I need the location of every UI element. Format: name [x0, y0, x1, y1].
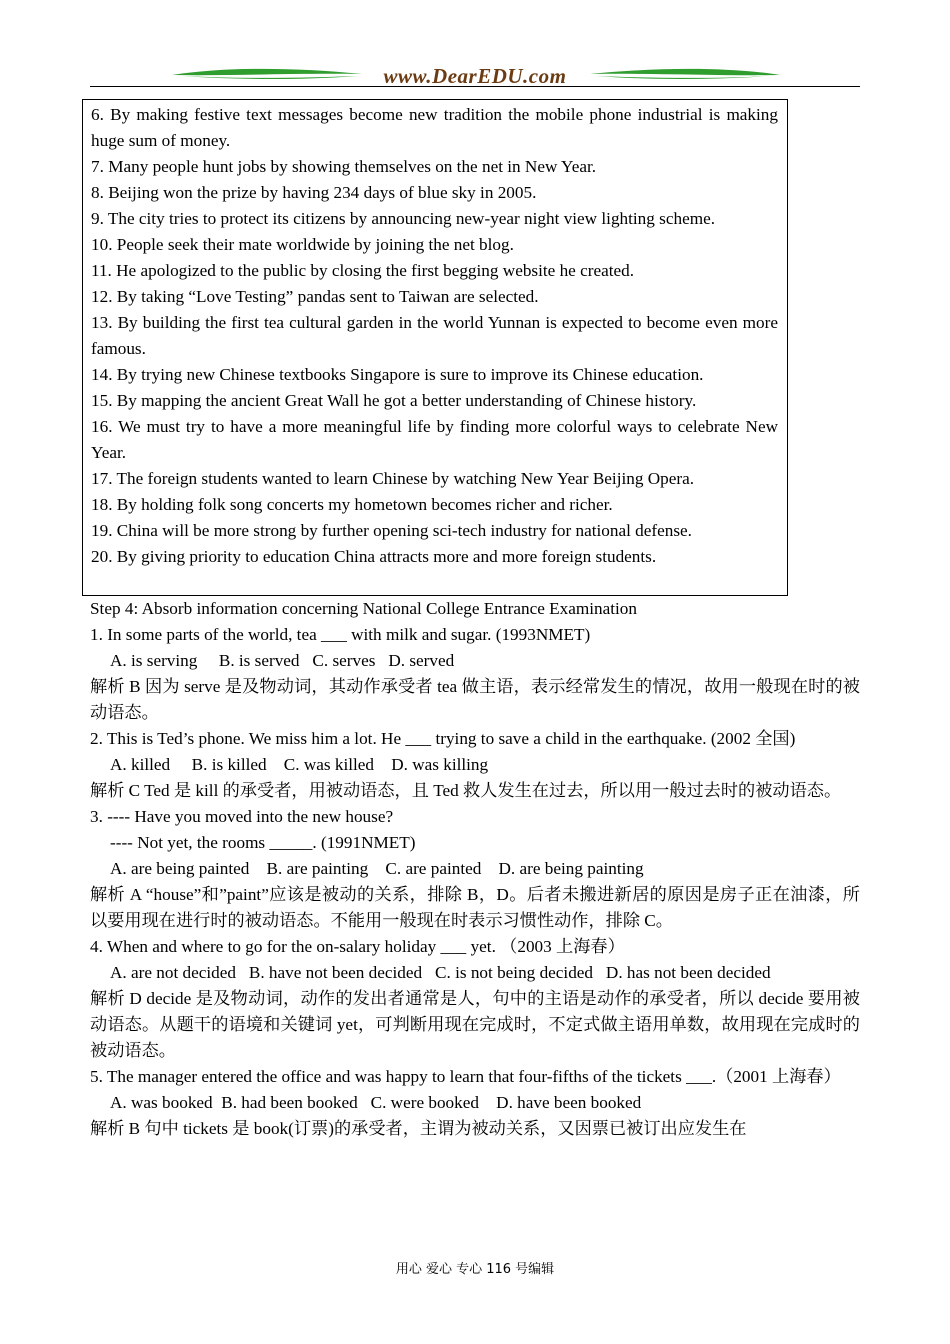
question-3-options: A. are being painted B. are painting C. are painted D. are being painting: [110, 859, 644, 878]
question-4-options: A. are not decided B. have not been decided C. is not being decided D. has not been decided: [110, 963, 771, 982]
box-item: 8. Beijing won the prize by having 234 days of blue sky in 2005.: [91, 183, 537, 202]
box-item: 12. By taking “Love Testing” pandas sent to Taiwan are selected.: [91, 287, 539, 306]
page-footer: 用心 爱心 专心 116 号编辑: [395, 1262, 555, 1277]
box-item: 14. By trying new Chinese textbooks Singapore is sure to improve its Chinese education.: [91, 365, 704, 384]
box-item: 13. By building the first tea cultural garden in the world Yunnan is expected to become even more famous.: [91, 313, 778, 358]
question-4-analysis: 解析 D decide 是及物动词，动作的发出者通常是人，句中的主语是动作的承受者，所以 decide 要用被动语态。从题干的语境和关键词 yet，可判断用现在完成时，不定式做主语用单数，故用现在完成时的被动语态。: [90, 989, 860, 1060]
question-2-analysis: 解析 C Ted 是 kill 的承受者，用被动语态，且 Ted 救人发生在过去，所以用一般过去时的被动语态。: [90, 781, 842, 800]
box-item: 18. By holding folk song concerts my hometown becomes richer and richer.: [91, 495, 613, 514]
box-item: 16. We must try to have a more meaningful life by finding more colorful ways to celebrate New Year.: [91, 417, 778, 462]
question-1-analysis: 解析 B 因为 serve 是及物动词，其动作承受者 tea 做主语，表示经常发生的情况，故用一般现在时的被动语态。: [90, 677, 860, 722]
box-item: 9. The city tries to protect its citizens by announcing new-year night view lighting scheme.: [91, 209, 716, 228]
step4-heading: Step 4: Absorb information concerning National College Entrance Examination: [90, 599, 637, 618]
box-item: 6. By making festive text messages become new tradition the mobile phone industrial is making huge sum of money.: [91, 105, 778, 150]
box-item: 10. People seek their mate worldwide by joining the net blog.: [91, 235, 514, 254]
question-1: 1. In some parts of the world, tea ___ with milk and sugar. (1993NMET): [90, 625, 591, 644]
box-item: 15. By mapping the ancient Great Wall he got a better understanding of Chinese history.: [91, 391, 697, 410]
question-1-options: A. is serving B. is served C. serves D. served: [110, 651, 455, 670]
question-3-analysis: 解析 A “house”和”paint”应该是被动的关系，排除 B，D。后者未搬进新居的原因是房子正在油漆，所以要用现在进行时的被动语态。不能用一般现在时表示习惯性动作，排除 C。: [90, 885, 860, 930]
exercise-box: [82, 99, 788, 596]
question-2: 2. This is Ted’s phone. We miss him a lot. He ___ trying to save a child in the earthquake. (2002 全国): [90, 729, 796, 748]
question-5-options: A. was booked B. had been booked C. were booked D. have been booked: [110, 1093, 642, 1112]
question-4: 4. When and where to go for the on-salary holiday ___ yet. （2003 上海春）: [90, 937, 625, 956]
header-rule: [90, 86, 860, 87]
box-item: 19. China will be more strong by further opening sci-tech industry for national defense.: [91, 521, 692, 540]
question-5-analysis: 解析 B 句中 tickets 是 book(订票)的承受者，主谓为被动关系，又因票已被订出应发生在: [90, 1119, 747, 1138]
question-5: 5. The manager entered the office and was happy to learn that four-fifths of the tickets ___.（2001 上海春）: [90, 1067, 841, 1086]
site-logo-text: www.DearEDU.com: [383, 64, 567, 88]
main-content: [90, 596, 860, 1142]
box-item: 7. Many people hunt jobs by showing themselves on the net in New Year.: [91, 157, 597, 176]
question-3: 3. ---- Have you moved into the new house?: [90, 807, 394, 826]
box-item: 17. The foreign students wanted to learn Chinese by watching New Year Beijing Opera.: [91, 469, 695, 488]
box-item: 20. By giving priority to education China attracts more and more foreign students.: [91, 547, 657, 566]
question-2-options: A. killed B. is killed C. was killed D. was killing: [110, 755, 489, 774]
question-3-reply: ---- Not yet, the rooms _____. (1991NMET): [110, 833, 416, 852]
box-item: 11. He apologized to the public by closing the first begging website he created.: [91, 261, 635, 280]
page-header: [90, 60, 860, 90]
